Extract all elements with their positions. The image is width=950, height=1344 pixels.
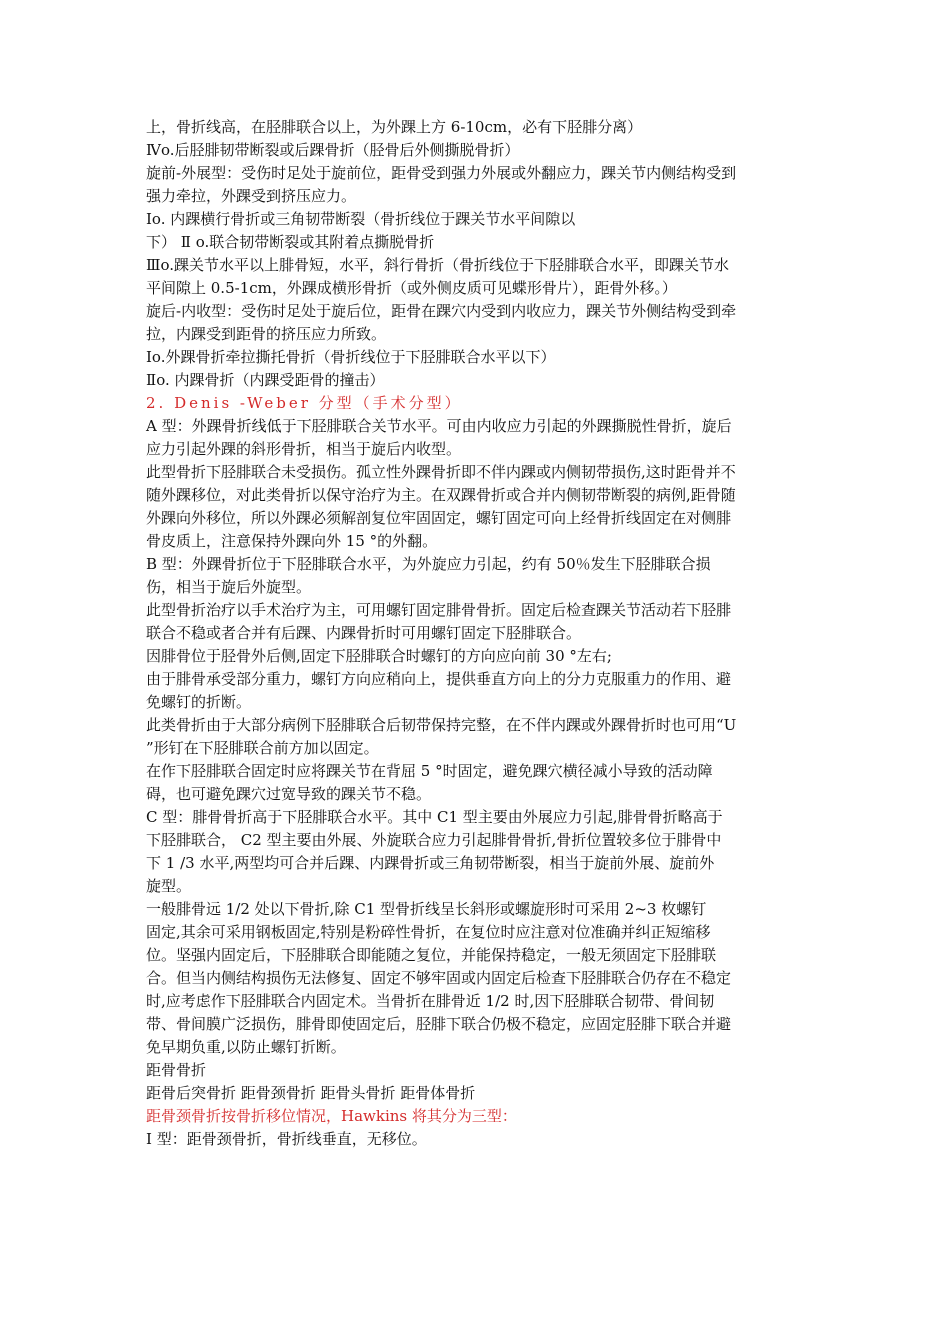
text-line: 固定,其余可采用钢板固定,特别是粉碎性骨折，在复位时应注意对位准确并纠正短缩移 — [146, 923, 711, 941]
text-line: ”形钉在下胫腓联合前方加以固定。 — [146, 739, 379, 757]
text-line: A 型：外踝骨折线低于下胫腓联合关节水平。可由内收应力引起的外踝撕脱性骨折，旋后 — [146, 417, 732, 435]
text-line: 此类骨折由于大部分病例下胫腓联合后韧带保持完整，在不伴内踝或外踝骨折时也可用“U — [146, 716, 737, 734]
text-line: 下 1 /3 水平,两型均可合并后踝、内踝骨折或三角韧带断裂，相当于旋前外展、旋前外 — [146, 854, 715, 872]
text-line: 距骨颈骨折按骨折移位情况，Hawkins 将其分为三型： — [146, 1107, 517, 1125]
text-line: 免螺钉的折断。 — [146, 693, 252, 711]
text-line: 因腓骨位于胫骨外后侧,固定下胫腓联合时螺钉的方向应向前 30 °左右; — [146, 647, 612, 665]
text-line: 此型骨折下胫腓联合未受损伤。孤立性外踝骨折即不伴内踝或内侧韧带损伤,这时距骨并不 — [146, 463, 736, 481]
text-line: 强力牵拉，外踝受到挤压应力。 — [146, 187, 357, 205]
text-line: 一般腓骨远 1/2 处以下骨折,除 C1 型骨折线呈长斜形或螺旋形时可采用 2~3 枚螺钉 — [146, 900, 707, 918]
text-line: 由于腓骨承受部分重力，螺钉方向应稍向上，提供垂直方向上的分力克服重力的作用、避 — [146, 670, 732, 688]
text-line: Ⅰ 型：距骨颈骨折，骨折线垂直，无移位。 — [146, 1130, 427, 1148]
text-line: 拉，内踝受到距骨的挤压应力所致。 — [146, 325, 387, 343]
text-line: 旋型。 — [146, 877, 192, 895]
text-line: 旋后-内收型：受伤时足处于旋后位，距骨在踝穴内受到内收应力，踝关节外侧结构受到牵 — [146, 302, 737, 320]
document-body — [146, 116, 814, 1151]
text-line: 带、骨间膜广泛损伤，腓骨即使固定后，胫腓下联合仍极不稳定，应固定胫腓下联合并避 — [146, 1015, 732, 1033]
text-line: C 型：腓骨骨折高于下胫腓联合水平。其中 C1 型主要由外展应力引起,腓骨骨折略高于 — [146, 808, 723, 826]
text-line: 2. Denis -Weber 分型（手术分型） — [146, 394, 463, 412]
text-line: 此型骨折治疗以手术治疗为主，可用螺钉固定腓骨骨折。固定后检查踝关节活动若下胫腓 — [146, 601, 732, 619]
text-line: 在作下胫腓联合固定时应将踝关节在背屈 5 °时固定，避免踝穴横径减小导致的活动障 — [146, 762, 713, 780]
text-line: 距骨骨折 — [146, 1061, 207, 1079]
text-line: 上，骨折线高，在胫腓联合以上，为外踝上方 6-10cm，必有下胫腓分离） — [146, 118, 643, 136]
text-line: 骨皮质上，注意保持外踝向外 15 °的外翻。 — [146, 532, 438, 550]
text-line: 合。但当内侧结构损伤无法修复、固定不够牢固或内固定后检查下胫腓联合仍存在不稳定 — [146, 969, 732, 987]
text-line: 应力引起外踝的斜形骨折，相当于旋后内收型。 — [146, 440, 462, 458]
text-line: Ⅲo.踝关节水平以上腓骨短，水平，斜行骨折（骨折线位于下胫腓联合水平，即踝关节水 — [146, 256, 730, 274]
text-line: 时,应考虑作下胫腓联合内固定术。当骨折在腓骨近 1/2 时,因下胫腓联合韧带、骨间韧 — [146, 992, 715, 1010]
text-line: Ⅰo. 内踝横行骨折或三角韧带断裂（骨折线位于踝关节水平间隙以 — [146, 210, 576, 228]
text-line: 免早期负重,以防止螺钉折断。 — [146, 1038, 346, 1056]
text-line: 碍，也可避免踝穴过宽导致的踝关节不稳。 — [146, 785, 432, 803]
text-line: 伤，相当于旋后外旋型。 — [146, 578, 312, 596]
text-line: 下胫腓联合， C2 型主要由外展、外旋联合应力引起腓骨骨折,骨折位置较多位于腓骨中 — [146, 831, 722, 849]
text-line: 位。坚强内固定后，下胫腓联合即能随之复位，并能保持稳定，一般无须固定下胫腓联 — [146, 946, 717, 964]
text-line: Ⅰo.外踝骨折牵拉撕托骨折（骨折线位于下胫腓联合水平以下） — [146, 348, 556, 366]
text-line: 外踝向外移位，所以外踝必须解剖复位牢固固定，螺钉固定可向上经骨折线固定在对侧腓 — [146, 509, 732, 527]
text-line: 下） Ⅱ o.联合韧带断裂或其附着点撕脱骨折 — [146, 233, 435, 251]
text-line: 联合不稳或者合并有后踝、内踝骨折时可用螺钉固定下胫腓联合。 — [146, 624, 582, 642]
text-line: Ⅳo.后胫腓韧带断裂或后踝骨折（胫骨后外侧撕脱骨折） — [146, 141, 520, 159]
text-line: B 型：外踝骨折位于下胫腓联合水平，为外旋应力引起，约有 50％发生下胫腓联合损 — [146, 555, 711, 573]
text-line: 平间隙上 0.5-1cm，外踝成横形骨折（或外侧皮质可见蝶形骨片），距骨外移。） — [146, 279, 677, 297]
text-line: 距骨后突骨折 距骨颈骨折 距骨头骨折 距骨体骨折 — [146, 1084, 476, 1102]
text-line: 旋前-外展型：受伤时足处于旋前位，距骨受到强力外展或外翻应力，踝关节内侧结构受到 — [146, 164, 737, 182]
text-line: 随外踝移位，对此类骨折以保守治疗为主。在双踝骨折或合并内侧韧带断裂的病例,距骨随 — [146, 486, 736, 504]
text-line: Ⅱo. 内踝骨折（内踝受距骨的撞击） — [146, 371, 385, 389]
